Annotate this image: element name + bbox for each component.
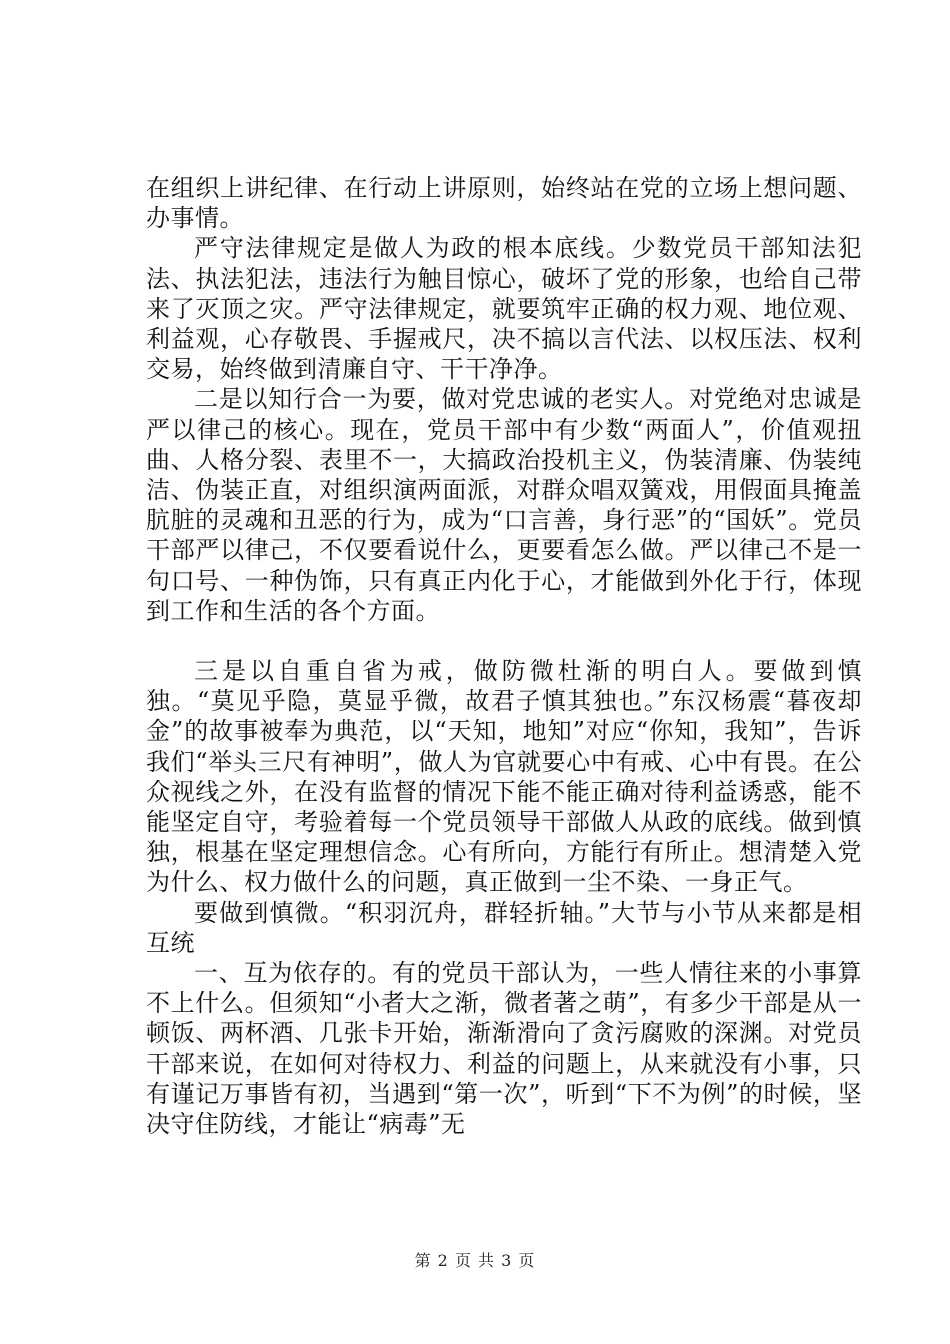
paragraph-6: 一、互为依存的。有的党员干部认为，一些人情往来的小事算不上什么。但须知“小者大之渐，微者著之萌”，有多少干部是从一顿饭、两杯酒、几张卡开始，渐渐滑向了贪污腐败的深渊。对党员干部来说，在如何对待权力、利益的问题上，从来就没有小事，只有谨记万事皆有初，当遇到“第一次”，听到“下不为例”的时候，坚决守住防线，才能让“病毒”无 bbox=[146, 959, 862, 1139]
paragraph-4: 三是以自重自省为戒，做防微杜渐的明白人。要做到慎独。“莫见乎隐，莫显乎微，故君子慎其独也。”东汉杨震“暮夜却金”的故事被奉为典范，以“天知，地知”对应“你知，我知”，告诉我们“举头三尺有神明”，做人为官就要心中有戒、心中有畏。在公众视线之外，在没有监督的情况下能不能正确对待利益诱惑，能不能坚定自守，考验着每一个党员领导干部做人从政的底线。做到慎独，根基在坚定理想信念。心有所向，方能行有所止。想清楚入党为什么、权力做什么的问题，真正做到一尘不染、一身正气。 bbox=[146, 657, 862, 897]
paragraph-1: 在组织上讲纪律、在行动上讲原则，始终站在党的立场上想问题、办事情。 bbox=[146, 174, 862, 233]
page-footer: 第 2 页 共 3 页 bbox=[414, 1251, 536, 1270]
paragraph-2: 严守法律规定是做人为政的根本底线。少数党员干部知法犯法、执法犯法，违法行为触目惊心，破坏了党的形象，也给自己带来了灭顶之灾。严守法律规定，就要筑牢正确的权力观、地位观、利益观，心存敬畏、手握戒尺，决不搞以言代法、以权压法、权利交易，始终做到清廉自守、干干净净。 bbox=[146, 234, 862, 384]
paragraph-gap bbox=[146, 626, 862, 656]
paragraph-5: 要做到慎微。“积羽沉舟，群轻折轴。”大节与小节从来都是相互统 bbox=[146, 898, 862, 957]
paragraph-3: 二是以知行合一为要，做对党忠诚的老实人。对党绝对忠诚是严以律己的核心。现在，党员干部中有少数“两面人”，价值观扭曲、人格分裂、表里不一，大搞政治投机主义，伪装清廉、伪装纯洁、伪装正直，对组织演两面派，对群众唱双簧戏，用假面具掩盖肮脏的灵魂和丑恶的行为，成为“口言善，身行恶”的“国妖”。党员干部严以律己，不仅要看说什么，更要看怎么做。严以律己不是一句口号、一种伪饰，只有真正内化于心，才能做到外化于行，体现到工作和生活的各个方面。 bbox=[146, 385, 862, 625]
document-body bbox=[146, 173, 862, 1139]
